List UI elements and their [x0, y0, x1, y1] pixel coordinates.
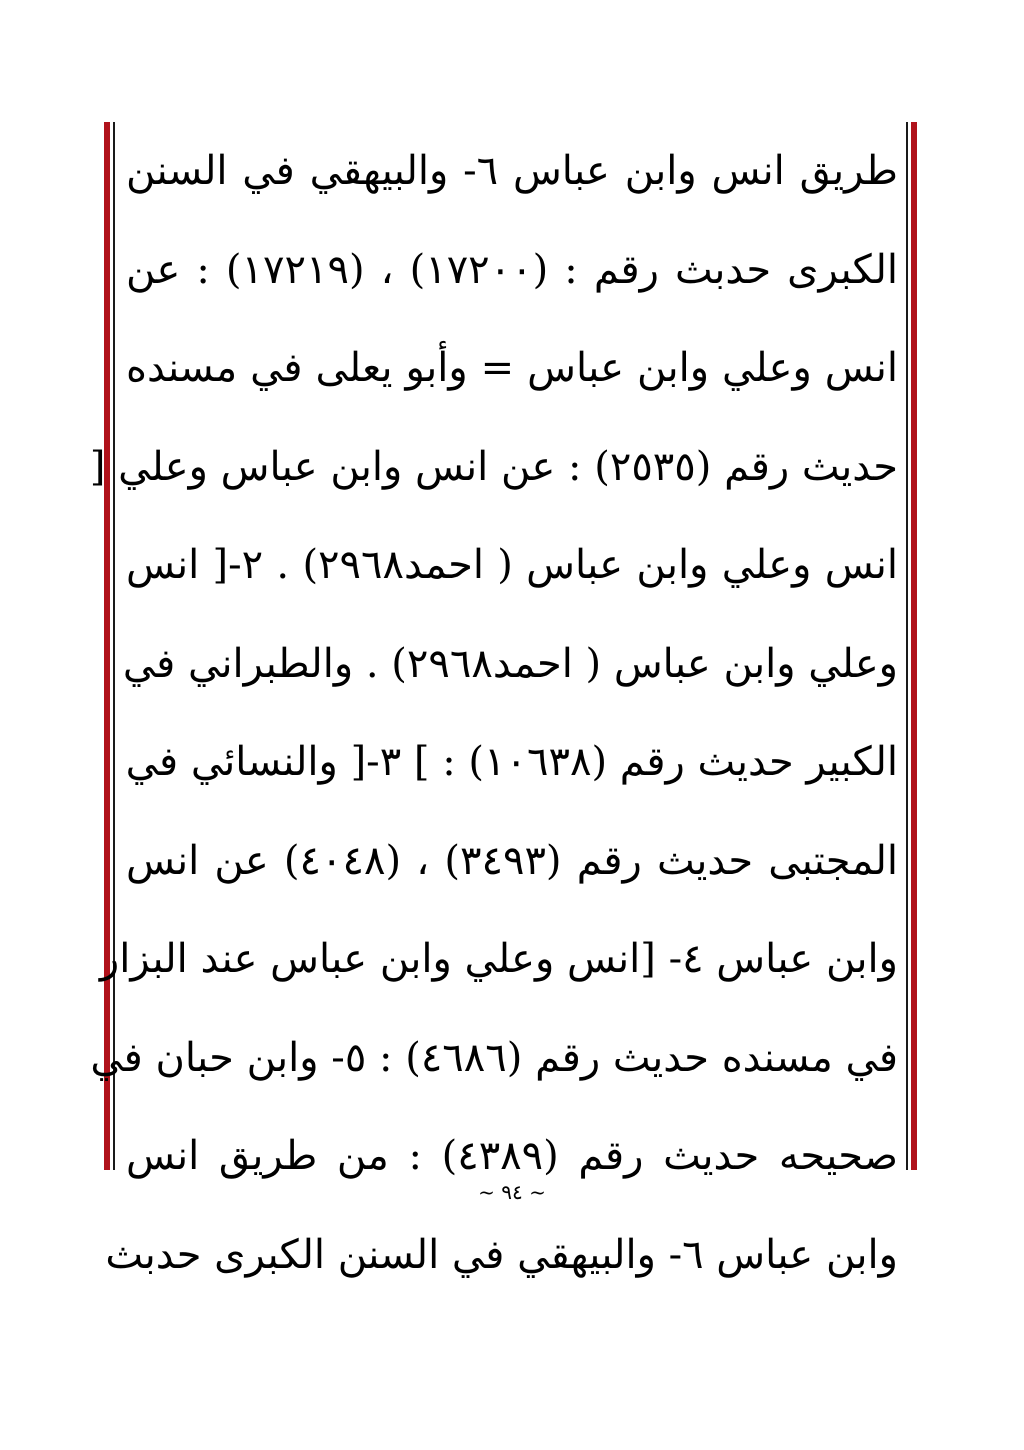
body-text: [89, 122, 902, 1304]
text-line: المجتبى حديث رقم (٣٤٩٣) ، (٤٠٤٨) عن انس: [126, 837, 899, 884]
text-line: حديث رقم (٢٥٣٥) : عن انس وابن عباس وعلي [: [89, 443, 898, 490]
right-border-red-rule: [911, 122, 917, 1170]
text-line: وابن عباس ٤- [انس وعلي وابن عباس عند البزار: [99, 936, 898, 982]
text-line: انس وعلي وابن عباس ( احمد٢٩٦٨) . ٢-[ انس: [126, 542, 898, 588]
right-page-border: [906, 122, 920, 1170]
text-line: الكبرى حدبث رقم : (١٧٢٠٠) ، (١٧٢١٩) : عن: [126, 246, 898, 293]
text-line: انس وعلي وابن عباس = وأبو يعلى في مسنده: [126, 345, 898, 391]
text-line: وعلي وابن عباس ( احمد٢٩٦٨) . والطبراني في: [122, 640, 898, 687]
page-number: ~ ٩٤ ~: [478, 1180, 546, 1204]
text-line: الكبير حديث رقم (١٠٦٣٨) : ] ٣-[ والنسائي في: [125, 739, 898, 785]
text-line: في مسنده حديث رقم (٤٦٨٦) : ٥- وابن حبان في: [90, 1034, 898, 1081]
text-line: صحيحه حديث رقم (٤٣٨٩) : من طريق انس: [126, 1133, 899, 1179]
right-border-black-rule: [906, 122, 908, 1170]
text-line: طريق انس وابن عباس ٦- والبيهقي في السنن: [126, 148, 898, 194]
text-line: وابن عباس ٦- والبيهقي في السنن الكبرى حدبث: [105, 1231, 898, 1278]
